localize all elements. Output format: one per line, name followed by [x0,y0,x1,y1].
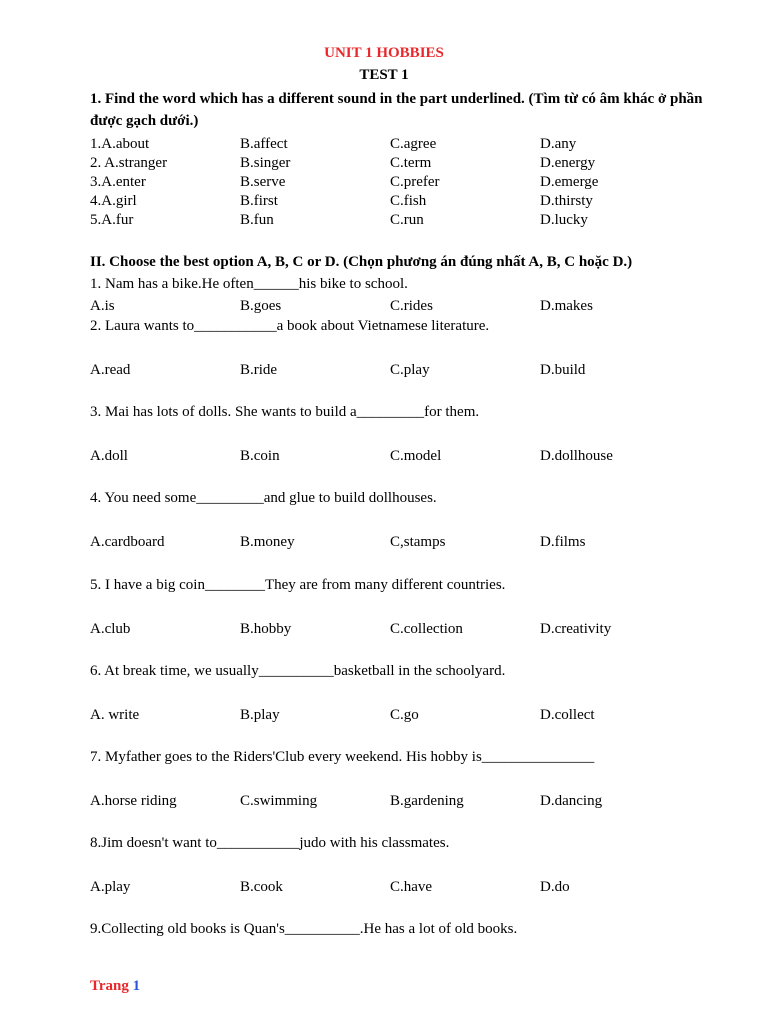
question-text: 2. Laura wants to___________a book about Vietnamese literature. [90,318,490,334]
option-b: B.affect [240,136,288,152]
option-a: A.club [90,621,131,637]
option-c: C.agree [390,136,437,152]
option-a: 5.A.fur [90,212,134,228]
answer-options [90,877,730,897]
option-c: C.prefer [390,174,440,190]
pronunciation-row [90,210,730,230]
option-b: B.play [240,707,280,723]
option-b: B.hobby [240,621,292,637]
option-b: B.singer [240,155,291,171]
question-text: 5. I have a big coin________They are from many different countries. [90,577,506,593]
option-c: C.collection [390,621,463,637]
question-text: 4. You need some_________and glue to build dollhouses. [90,490,437,506]
option-d: D.build [540,362,586,378]
option-b: B.first [240,193,278,209]
option-d: D.any [540,136,577,152]
option-a: A.horse riding [90,793,177,809]
option-a: A. write [90,707,140,723]
option-b: C.swimming [240,793,318,809]
option-b: B.serve [240,174,286,190]
option-a: 4.A.girl [90,193,137,209]
option-d: D.energy [540,155,596,171]
option-a: 1.A.about [90,136,150,152]
question-text: 7. Myfather goes to the Riders'Club every weekend. His hobby is_______________ [90,749,595,765]
option-a: A.play [90,879,131,895]
option-c: C.play [390,362,430,378]
question-text: 3. Mai has lots of dolls. She wants to build a_________for them. [90,404,480,420]
option-a: 3.A.enter [90,174,146,190]
pronunciation-row [90,153,730,173]
pronunciation-row [90,191,730,211]
option-d: D.dancing [540,793,603,809]
option-c: C.go [390,707,419,723]
answer-options [90,705,730,725]
option-d: D.lucky [540,212,588,228]
section2-instruction: II. Choose the best option A, B, C or D. (Chọn phương án đúng nhất A, B, C hoặc D.) [90,254,633,270]
option-c: C.run [390,212,424,228]
option-b: B.fun [240,212,274,228]
option-c: C.rides [390,298,433,314]
section1-instruction: 1. Find the word which has a different sound in the part underlined. (Tìm từ có âm khác ở phần được gạch dưới.) [90,91,703,129]
option-a: A.read [90,362,131,378]
option-d: D.collect [540,707,595,723]
question-text: 1. Nam has a bike.He often______his bike to school. [90,276,408,292]
test-title: TEST 1 [359,67,409,83]
option-b: B.goes [240,298,282,314]
option-d: D.dollhouse [540,448,613,464]
option-a: A.doll [90,448,128,464]
answer-options [90,532,730,552]
option-b: B.ride [240,362,278,378]
page-label: Trang [90,978,129,994]
option-c: C.term [390,155,432,171]
option-b: B.coin [240,448,280,464]
option-c: C.fish [390,193,427,209]
option-c: C.model [390,448,442,464]
option-d: D.films [540,534,586,550]
option-c: B.gardening [390,793,464,809]
unit-title: UNIT 1 HOBBIES [324,45,444,61]
question-text: 9.Collecting old books is Quan's__________.He has a lot of old books. [90,921,518,937]
option-a: A.cardboard [90,534,165,550]
answer-options [90,791,730,811]
answer-options [90,619,730,639]
pronunciation-row [90,134,730,154]
option-c: C.have [390,879,433,895]
question-text: 8.Jim doesn't want to___________judo with his classmates. [90,835,450,851]
question-text: 6. At break time, we usually__________basketball in the schoolyard. [90,663,506,679]
option-d: D.creativity [540,621,612,637]
option-d: D.do [540,879,570,895]
answer-options [90,296,730,316]
option-d: D.makes [540,298,593,314]
answer-options [90,446,730,466]
option-d: D.emerge [540,174,599,190]
page-footer [90,978,140,995]
option-b: B.cook [240,879,283,895]
answer-options [90,360,730,380]
page-number: 1 [132,978,141,994]
option-d: D.thirsty [540,193,593,209]
pronunciation-row [90,172,730,192]
option-b: B.money [240,534,295,550]
option-a: 2. A.stranger [90,155,168,171]
option-c: C,stamps [390,534,446,550]
option-a: A.is [90,298,115,314]
